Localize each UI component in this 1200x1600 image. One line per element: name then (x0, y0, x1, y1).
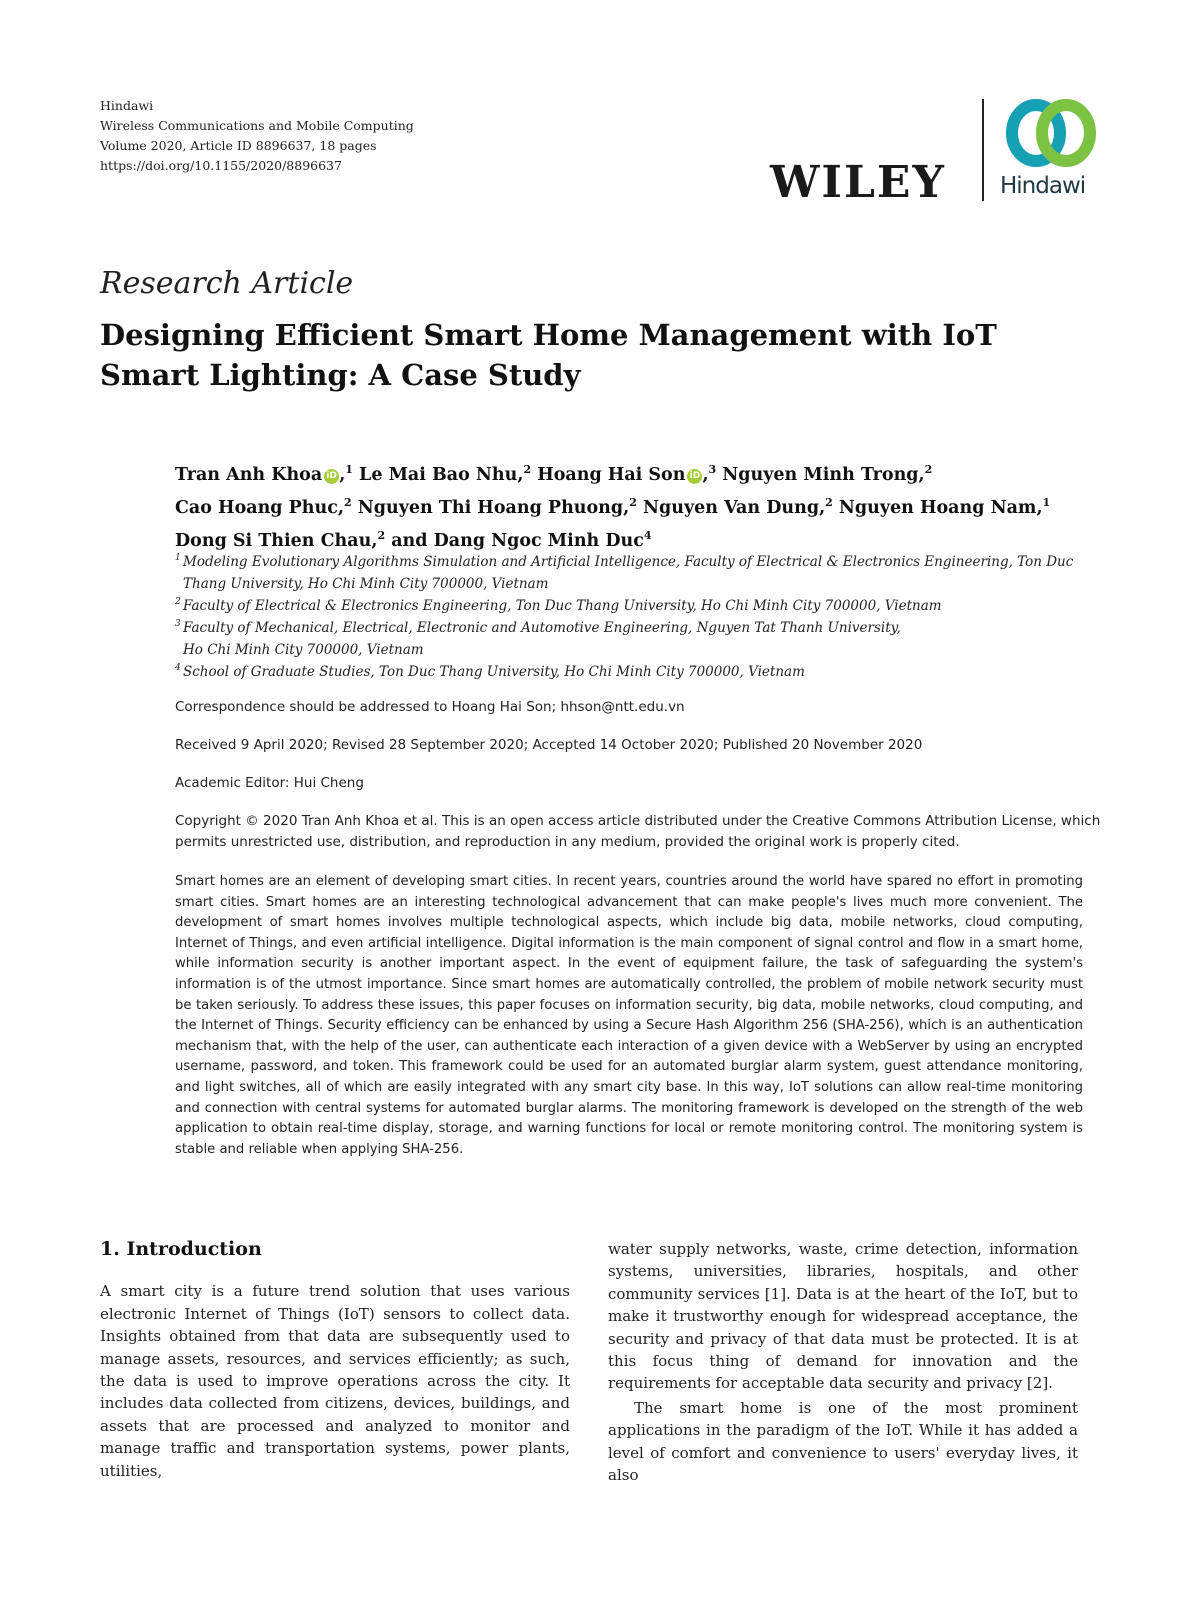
author-affiliation-number: 2 (523, 463, 532, 476)
author-list: Tran Anh Khoa iD ,$^1$ Le Mai Bao Nhu,$^2$ Hoang Hai Son iD ,$^3$ Nguyen Minh Trong,$^2$ Cao Hoang Phuc,$^2$ Nguyen Thi Hoang Phuong,$^2$ Nguyen Van Dung,$^2$ Nguyen Hoang Nam,$^1$ Dong Si Thien Chau,$^2$ and Dang Ngoc Minh Duc$^4$ (175, 463, 1051, 551)
orcid-icon[interactable]: iD (687, 469, 702, 484)
publication-dates: Received 9 April 2020; Revised 28 September 2020; Accepted 14 October 2020; Published 20 November 2020 (175, 737, 923, 753)
affiliation-line: School of Graduate Studies, Ton Duc Thang University, Ho Chi Minh City 700000, Vietnam (183, 664, 805, 680)
author-affiliation-number: 2 (924, 463, 933, 476)
volume-info: Volume 2020, Article ID 8896637, 18 pages (100, 138, 377, 153)
paper-title: Designing Efficient Smart Home Management with IoT Smart Lighting: A Case Study (100, 318, 997, 392)
author-affiliation-number: 2 (825, 495, 833, 509)
affiliation-number: 4 (175, 663, 181, 673)
author-affiliation-number: 2 (629, 495, 637, 509)
author-name: and Dang Ngoc Minh Duc (391, 530, 644, 551)
author-name: Nguyen Thi Hoang Phuong (357, 497, 624, 518)
author-name: Nguyen Van Dung (643, 497, 820, 518)
affiliation-number: 3 (175, 619, 181, 629)
affiliation-item (175, 551, 1120, 595)
doi-link[interactable]: https://doi.org/10.1155/2020/8896637 (100, 158, 342, 173)
affiliation-line: Thang University, Ho Chi Minh City 700000, Vietnam (183, 576, 549, 592)
author-affiliation-number: 1 (1042, 495, 1051, 509)
publisher-name: Hindawi (100, 98, 154, 113)
body-paragraph: The smart home is one of the most prominent applications in the paradigm of the IoT. While it has added a level of comfort and convenience to users' everyday lives, it also (608, 1398, 1078, 1485)
author-name: Le Mai Bao Nhu (359, 464, 518, 485)
hindawi-mark-icon (1000, 95, 1105, 175)
correspondence-line: Correspondence should be addressed to Hoang Hai Son; hhson@ntt.edu.vn (175, 699, 685, 715)
affiliation-line: Faculty of Electrical & Electronics Engineering, Ton Duc Thang University, Ho Chi Minh City 700000, Vietnam (183, 598, 942, 614)
author-name: Nguyen Hoang Nam (838, 497, 1037, 518)
affiliation-list (175, 551, 1120, 683)
body-column-left (100, 1238, 570, 1482)
author-name: Dong Si Thien Chau (175, 530, 372, 551)
author-affiliation-number: 2 (344, 495, 352, 509)
affiliation-item (175, 595, 1120, 617)
academic-editor: Academic Editor: Hui Cheng (175, 775, 364, 791)
logo-divider (982, 99, 984, 201)
copyright-notice: Copyright © 2020 Tran Anh Khoa et al. This is an open access article distributed under the Creative Commons Attribution License, which permits unrestricted use, distribution, and reproduction in any medium, provided the original work is properly cited. (175, 813, 1101, 850)
wiley-logo: WILEY (770, 157, 946, 208)
author-affiliation-number: 1 (345, 463, 353, 476)
affiliation-line: Faculty of Mechanical, Electrical, Electronic and Automotive Engineering, Nguyen Tat Thanh University, (183, 620, 901, 636)
author-name: Tran Anh Khoa (175, 464, 323, 485)
author-name: Cao Hoang Phuc (175, 497, 338, 518)
affiliation-line: Ho Chi Minh City 700000, Vietnam (183, 642, 424, 658)
article-type: Research Article (100, 266, 354, 301)
body-paragraph: A smart city is a future trend solution that uses various electronic Internet of Things (IoT) sensors to collect data. Insights obtained from that data are subsequently used to manage assets, resources, and services efficiently; as such, the data is used to improve operations across the city. It includes data collected from citizens, devices, buildings, and assets that are processed and analyzed to monitor and manage traffic and transportation systems, power plants, utilities, (100, 1282, 570, 1480)
section-heading-introduction: 1. Introduction (100, 1238, 262, 1260)
publisher-logos (770, 95, 1105, 208)
affiliation-item (175, 617, 1120, 661)
abstract-text: Smart homes are an element of developing smart cities. In recent years, countries around the world have spared no effort in promoting smart cities. Smart homes are an interesting technological advancement that can make people's lives much more convenient. The development of smart homes involves multiple technological aspects, which include big data, mobile networks, cloud computing, Internet of Things, and even artificial intelligence. Digital information is the main component of signal control and flow in a smart home, while information security is another important aspect. In the event of equipment failure, the task of safeguarding the system's information is of the utmost importance. Since smart homes are automatically controlled, the problem of mobile network security must be taken seriously. To address these issues, this paper focuses on information security, big data, mobile networks, cloud computing, and the Internet of Things. Security efficiency can be enhanced by using a Secure Hash Algorithm 256 (SHA-256), which is an authentication mechanism that, with the help of the user, can authenticate each interaction of a given device with a WebServer by using an encrypted username, password, and token. This framework could be used for an automated burglar alarm system, guest attendance monitoring, and light switches, all of which are easily integrated with any smart city base. In this way, IoT solutions can allow real-time monitoring and connection with central systems for automated burglar alarms. The monitoring framework is developed on the strength of the web application to obtain real-time display, storage, and warning functions for local or remote monitoring control. The monitoring system is stable and reliable when applying SHA-256. (175, 874, 1083, 1157)
author-name: Nguyen Minh Trong (722, 464, 919, 485)
journal-meta (100, 96, 414, 176)
orcid-icon[interactable]: iD (324, 469, 339, 484)
affiliation-number: 1 (175, 553, 181, 563)
body-column-right (608, 1238, 1078, 1486)
author-name: Hoang Hai Son (537, 464, 686, 485)
journal-name: Wireless Communications and Mobile Computing (100, 118, 414, 133)
hindawi-logo-text: Hindawi (1000, 173, 1086, 199)
author-affiliation-number: 2 (377, 528, 386, 542)
affiliation-line: Modeling Evolutionary Algorithms Simulation and Artificial Intelligence, Faculty of Electrical & Electronics Engineering, Ton Duc (183, 554, 1074, 570)
author-affiliation-number: 3 (708, 463, 717, 476)
author-affiliation-number: 4 (643, 528, 652, 542)
body-paragraph: water supply networks, waste, crime detection, information systems, universities, libraries, hospitals, and other community services [1]. Data is at the heart of the IoT, but to make it trustworthy enough for widespread acceptance, the security and privacy of that data must be protected. It is at this focus thing of demand for innovation and the requirements for acceptable data security and privacy [2]. (608, 1240, 1078, 1393)
affiliation-number: 2 (175, 597, 181, 607)
affiliation-item (175, 661, 1120, 683)
